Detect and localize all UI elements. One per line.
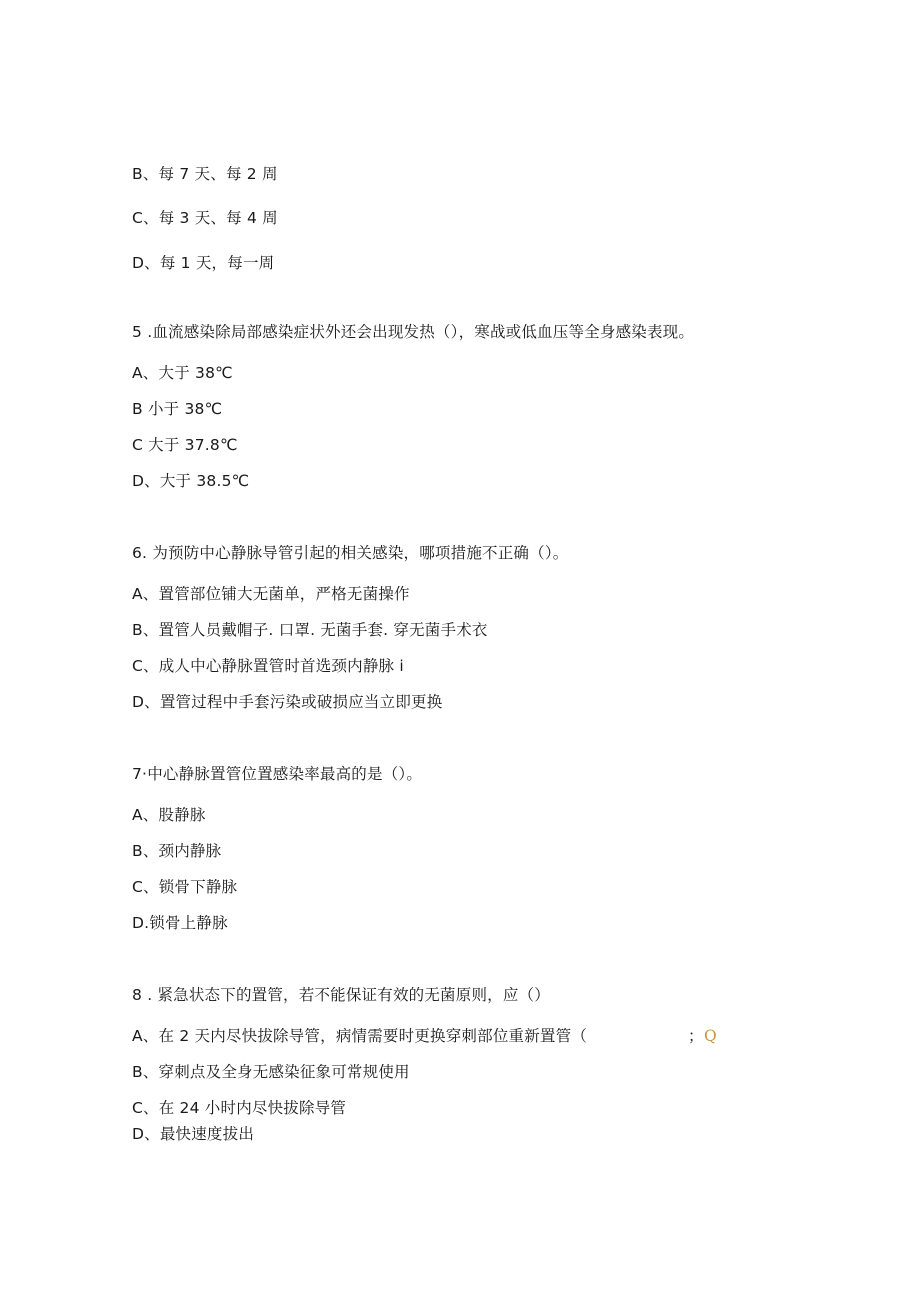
question-5-option-c: C 大于 37.8℃ <box>132 436 238 454</box>
question-6-option-a: A、置管部位铺大无菌单，严格无菌操作 <box>132 585 410 603</box>
question-8-option-b: B、穿刺点及全身无感染征象可常规使用 <box>132 1063 410 1081</box>
option-c-prev: C、每 3 天、每 4 周 <box>132 209 278 227</box>
question-7-option-c: C、锁骨下静脉 <box>132 878 238 896</box>
question-8-option-c: C、在 24 小时内尽快拔除导管 <box>132 1099 347 1117</box>
question-6-option-b: B、置管人员戴帽子. 口罩. 无菌手套. 穿无菌手术衣 <box>132 621 488 639</box>
question-5-option-d: D、大于 38.5℃ <box>132 472 250 490</box>
question-8-stem: 8 . 紧急状态下的置管，若不能保证有效的无菌原则，应（） <box>132 986 550 1004</box>
question-7-option-d: D.锁骨上静脉 <box>132 914 228 932</box>
stray-semicolon: ； <box>688 1027 704 1045</box>
question-8-option-a: A、在 2 天内尽快拔除导管，病情需要时更换穿刺部位重新置管（ <box>132 1027 588 1045</box>
question-5-option-a: A、大于 38℃ <box>132 364 233 382</box>
stray-q-mark: Q <box>704 1027 717 1045</box>
option-b-prev: B、每 7 天、每 2 周 <box>132 165 278 183</box>
question-6-option-c: C、成人中心静脉置管时首选颈内静脉 i <box>132 657 404 675</box>
question-7-option-a: A、股静脉 <box>132 806 206 824</box>
question-5-stem: 5 .血流感染除局部感染症状外还会出现发热（），寒战或低血压等全身感染表现。 <box>132 323 695 341</box>
question-7-option-b: B、颈内静脉 <box>132 842 222 860</box>
question-6-stem: 6. 为预防中心静脉导管引起的相关感染，哪项措施不正确（）。 <box>132 544 569 562</box>
question-8-option-d: D、最快速度拔出 <box>132 1125 255 1143</box>
question-6-option-d: D、置管过程中手套污染或破损应当立即更换 <box>132 693 443 711</box>
option-d-prev: D、每 1 天，每一周 <box>132 254 275 272</box>
question-5-option-b: B 小于 38℃ <box>132 400 223 418</box>
question-7-stem: 7·中心静脉置管位置感染率最高的是（）。 <box>132 765 423 783</box>
